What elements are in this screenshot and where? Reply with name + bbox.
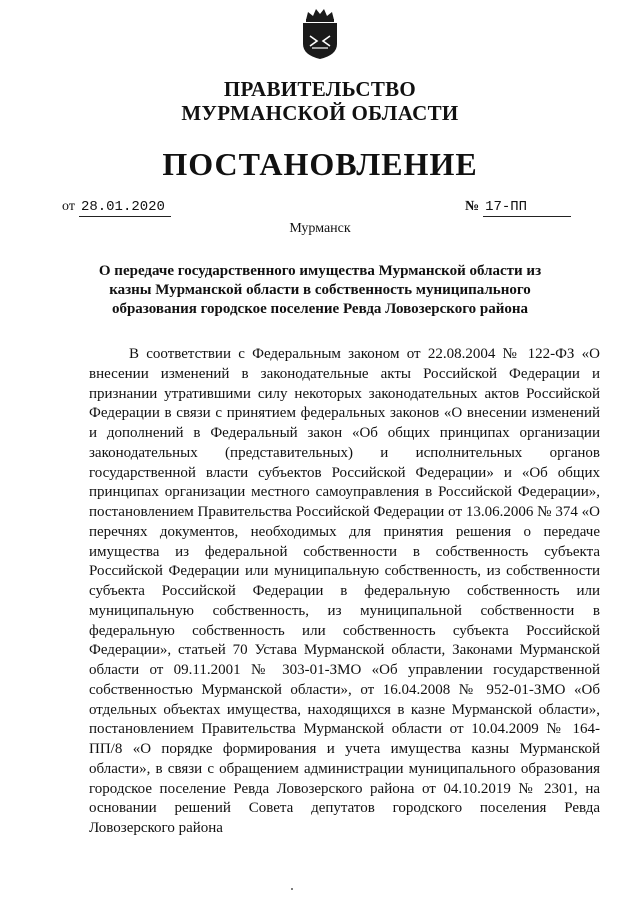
city-name: Мурманск — [289, 221, 351, 236]
date-label: от — [62, 199, 75, 214]
document-number — [465, 198, 571, 217]
organization-title-line1: ПРАВИТЕЛЬСТВО — [223, 77, 417, 101]
body-paragraph: В соответствии с Федеральным законом от 22.08.2004 № 122-ФЗ «О внесении изменений в законодательные акты Российской Федерации и признании утратившими силу некоторых законодательных актов Российской Федерации в связи с принятием федеральных законов «О внесении изменений и дополнений в Федеральный закон «Об общих принципах организации законодательных (представительных) и исполнительных органов государственной власти субъектов Российской Федерации» и «Об общих принципах организации местного самоуправления в Российской Федерации», постановлением Правительства Российской Федерации от 13.06.2006 № 374 «О перечнях документов, необходимых для принятия решения о передаче имущества из федеральной собственности в собственность субъекта Российской Федерации или муниципальную собственность, из собственности субъекта Российской Федерации в федеральную собственность или муниципальную собственность, из муниципальной собственности в федеральную собственность или собственность субъекта Российской Федерации», статьей 70 Устава Мурманской области, Законами Мурманской области от 09.11.2001 № 303-01-ЗМО «Об управлении государственной собственностью Мурманской области», от 16.04.2008 № 952-01-ЗМО «Об отдельных объектах имущества, находящихся в казне Мурманской области», постановлением Правительства Мурманской области от 10.04.2009 № 164-ПП/8 «О порядке формирования и учета имущества казны Мурманской области», в связи с обращением администрации муниципального образования городское поселение Ревда Ловозерского района от 04.10.2019 № 2301, на основании решений Совета депутатов городского поселения Ревда Ловозерского района — [89, 346, 600, 836]
organization-title — [0, 77, 640, 125]
document-date — [62, 198, 171, 217]
number-value: 17-ПП — [483, 198, 571, 217]
document-subject: О передаче государственного имущества Мурманской области из казны Мурманской области в собственность муниципального образования городское поселение Ревда Ловозерского района — [98, 263, 542, 317]
document-type-heading: ПОСТАНОВЛЕНИЕ — [162, 146, 478, 182]
date-value: 28.01.2020 — [79, 198, 171, 217]
number-label: № — [465, 199, 480, 214]
scan-speck — [291, 888, 293, 890]
coat-of-arms-icon — [298, 6, 342, 60]
organization-title-line2: МУРМАНСКОЙ ОБЛАСТИ — [181, 101, 459, 125]
